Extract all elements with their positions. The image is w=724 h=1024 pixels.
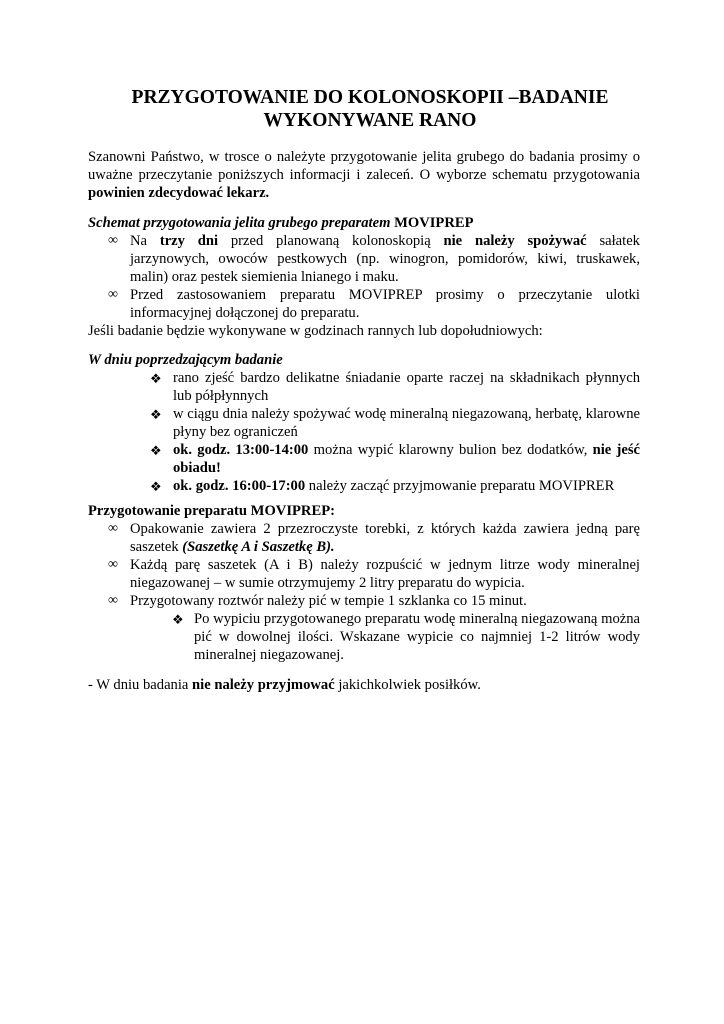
scheme-heading-product: MOVIPREP xyxy=(394,215,474,231)
day-before-section xyxy=(88,351,640,495)
list-item xyxy=(88,286,640,322)
list-item xyxy=(88,610,640,664)
title-line-1: PRZYGOTOWANIE DO KOLONOSKOPII –BADANIE xyxy=(131,87,609,108)
scheme-footer: Jeśli badanie będzie wykonywane w godzinach rannych lub dopołudniowych: xyxy=(88,323,543,339)
preparation-heading: Przygotowanie preparatu MOVIPREP: xyxy=(88,503,335,519)
infinity-bullet-icon: ∞ xyxy=(108,287,118,302)
exam-day-note xyxy=(88,676,640,694)
exam-day-prefix: - W dniu badania xyxy=(88,677,193,693)
list-item-text xyxy=(130,520,640,556)
infinity-bullet-icon: ∞ xyxy=(108,557,118,572)
list-item xyxy=(88,592,640,610)
list-item xyxy=(88,405,640,441)
list-item-text: w ciągu dnia należy spożywać wodę mineralną niegazowaną, herbatę, klarowne płyny bez ograniczeń xyxy=(173,406,640,440)
text-run: przed planowaną kolonoskopią xyxy=(218,233,444,249)
scheme-heading xyxy=(88,214,640,232)
list-item-text: Po wypiciu przygotowanego preparatu wodę mineralną niegazowaną można pić w dowolnej ilości. Wskazane wypicie co najmniej 1-2 litrów wody mineralnej niegazowanej. xyxy=(194,611,640,663)
list-item-text xyxy=(173,477,640,495)
diamond-bullet-icon: ❖ xyxy=(150,371,162,386)
page-title xyxy=(100,86,640,132)
bold-run: nie jeść obiadu! xyxy=(173,442,641,476)
list-item-text: Każdą parę saszetek (A i B) należy rozpuścić w jednym litrze wody mineralnej niegazowanej – w sumie otrzymujemy 2 litry preparatu do wypicia. xyxy=(130,557,640,591)
list-item-text: Przed zastosowaniem preparatu MOVIPREP prosimy o przeczytanie ulotki informacyjnej dołączonej do preparatu. xyxy=(130,287,640,321)
bold-run: ok. godz. 13:00-14:00 xyxy=(173,442,309,458)
intro-text: Szanowni Państwo, w trosce o należyte przygotowanie jelita grubego do badania prosimy o uważne przeczytanie poniższych informacji i zaleceń. O wyborze schematu przygotowania xyxy=(88,149,640,183)
list-item xyxy=(88,477,640,495)
list-item xyxy=(88,520,640,556)
list-item-text: rano zjeść bardzo delikatne śniadanie oparte raczej na składnikach płynnych lub półpłynnych xyxy=(173,370,640,404)
text-run: należy zacząć przyjmowanie preparatu MOVIPRER xyxy=(305,478,615,494)
list-item xyxy=(88,232,640,286)
text-run: można wypić klarowny bulion bez dodatków, xyxy=(308,442,593,458)
list-item xyxy=(88,369,640,405)
day-before-heading: W dniu poprzedzającym badanie xyxy=(88,352,283,368)
scheme-section xyxy=(88,214,640,340)
diamond-bullet-icon: ❖ xyxy=(150,479,162,494)
bold-run: nie należy spożywać xyxy=(443,233,587,249)
list-item xyxy=(88,441,640,477)
list-item-text: Przygotowany roztwór należy pić w tempie 1 szklanka co 15 minut. xyxy=(130,593,527,609)
diamond-bullet-icon: ❖ xyxy=(172,612,184,627)
text-run: Opakowanie zawiera 2 przezroczyste torebki, z których każda zawiera jedną parę saszetek xyxy=(130,521,640,555)
bold-run: ok. godz. 16:00-17:00 xyxy=(173,478,306,494)
exam-day-bold: nie należy przyjmować xyxy=(192,677,335,693)
infinity-bullet-icon: ∞ xyxy=(108,593,118,608)
bold-run: trzy dni xyxy=(159,233,219,249)
exam-day-suffix: jakichkolwiek posiłków. xyxy=(334,677,481,693)
scheme-heading-italic: Schemat przygotowania jelita grubego preparatem xyxy=(88,215,391,231)
diamond-bullet-icon: ❖ xyxy=(150,407,162,422)
list-item xyxy=(88,556,640,592)
infinity-bullet-icon: ∞ xyxy=(108,521,118,536)
list-item-text xyxy=(130,232,640,286)
bold-italic-run: (Saszetkę A i Saszetkę B). xyxy=(182,539,335,555)
diamond-bullet-icon: ❖ xyxy=(150,443,162,458)
infinity-bullet-icon: ∞ xyxy=(108,233,118,248)
text-run: sałatek jarzynowych, owoców pestkowych (np. winogron, pomidorów, kiwi, truskawek, malin) oraz pestek siemienia lnianego i maku. xyxy=(130,233,640,285)
preparation-section xyxy=(88,502,640,664)
title-line-2: WYKONYWANE RANO xyxy=(263,110,477,131)
list-item-text xyxy=(173,441,640,477)
intro-bold: powinien zdecydować lekarz. xyxy=(88,185,270,201)
text-run: Na xyxy=(130,233,160,249)
intro-paragraph xyxy=(88,148,640,202)
